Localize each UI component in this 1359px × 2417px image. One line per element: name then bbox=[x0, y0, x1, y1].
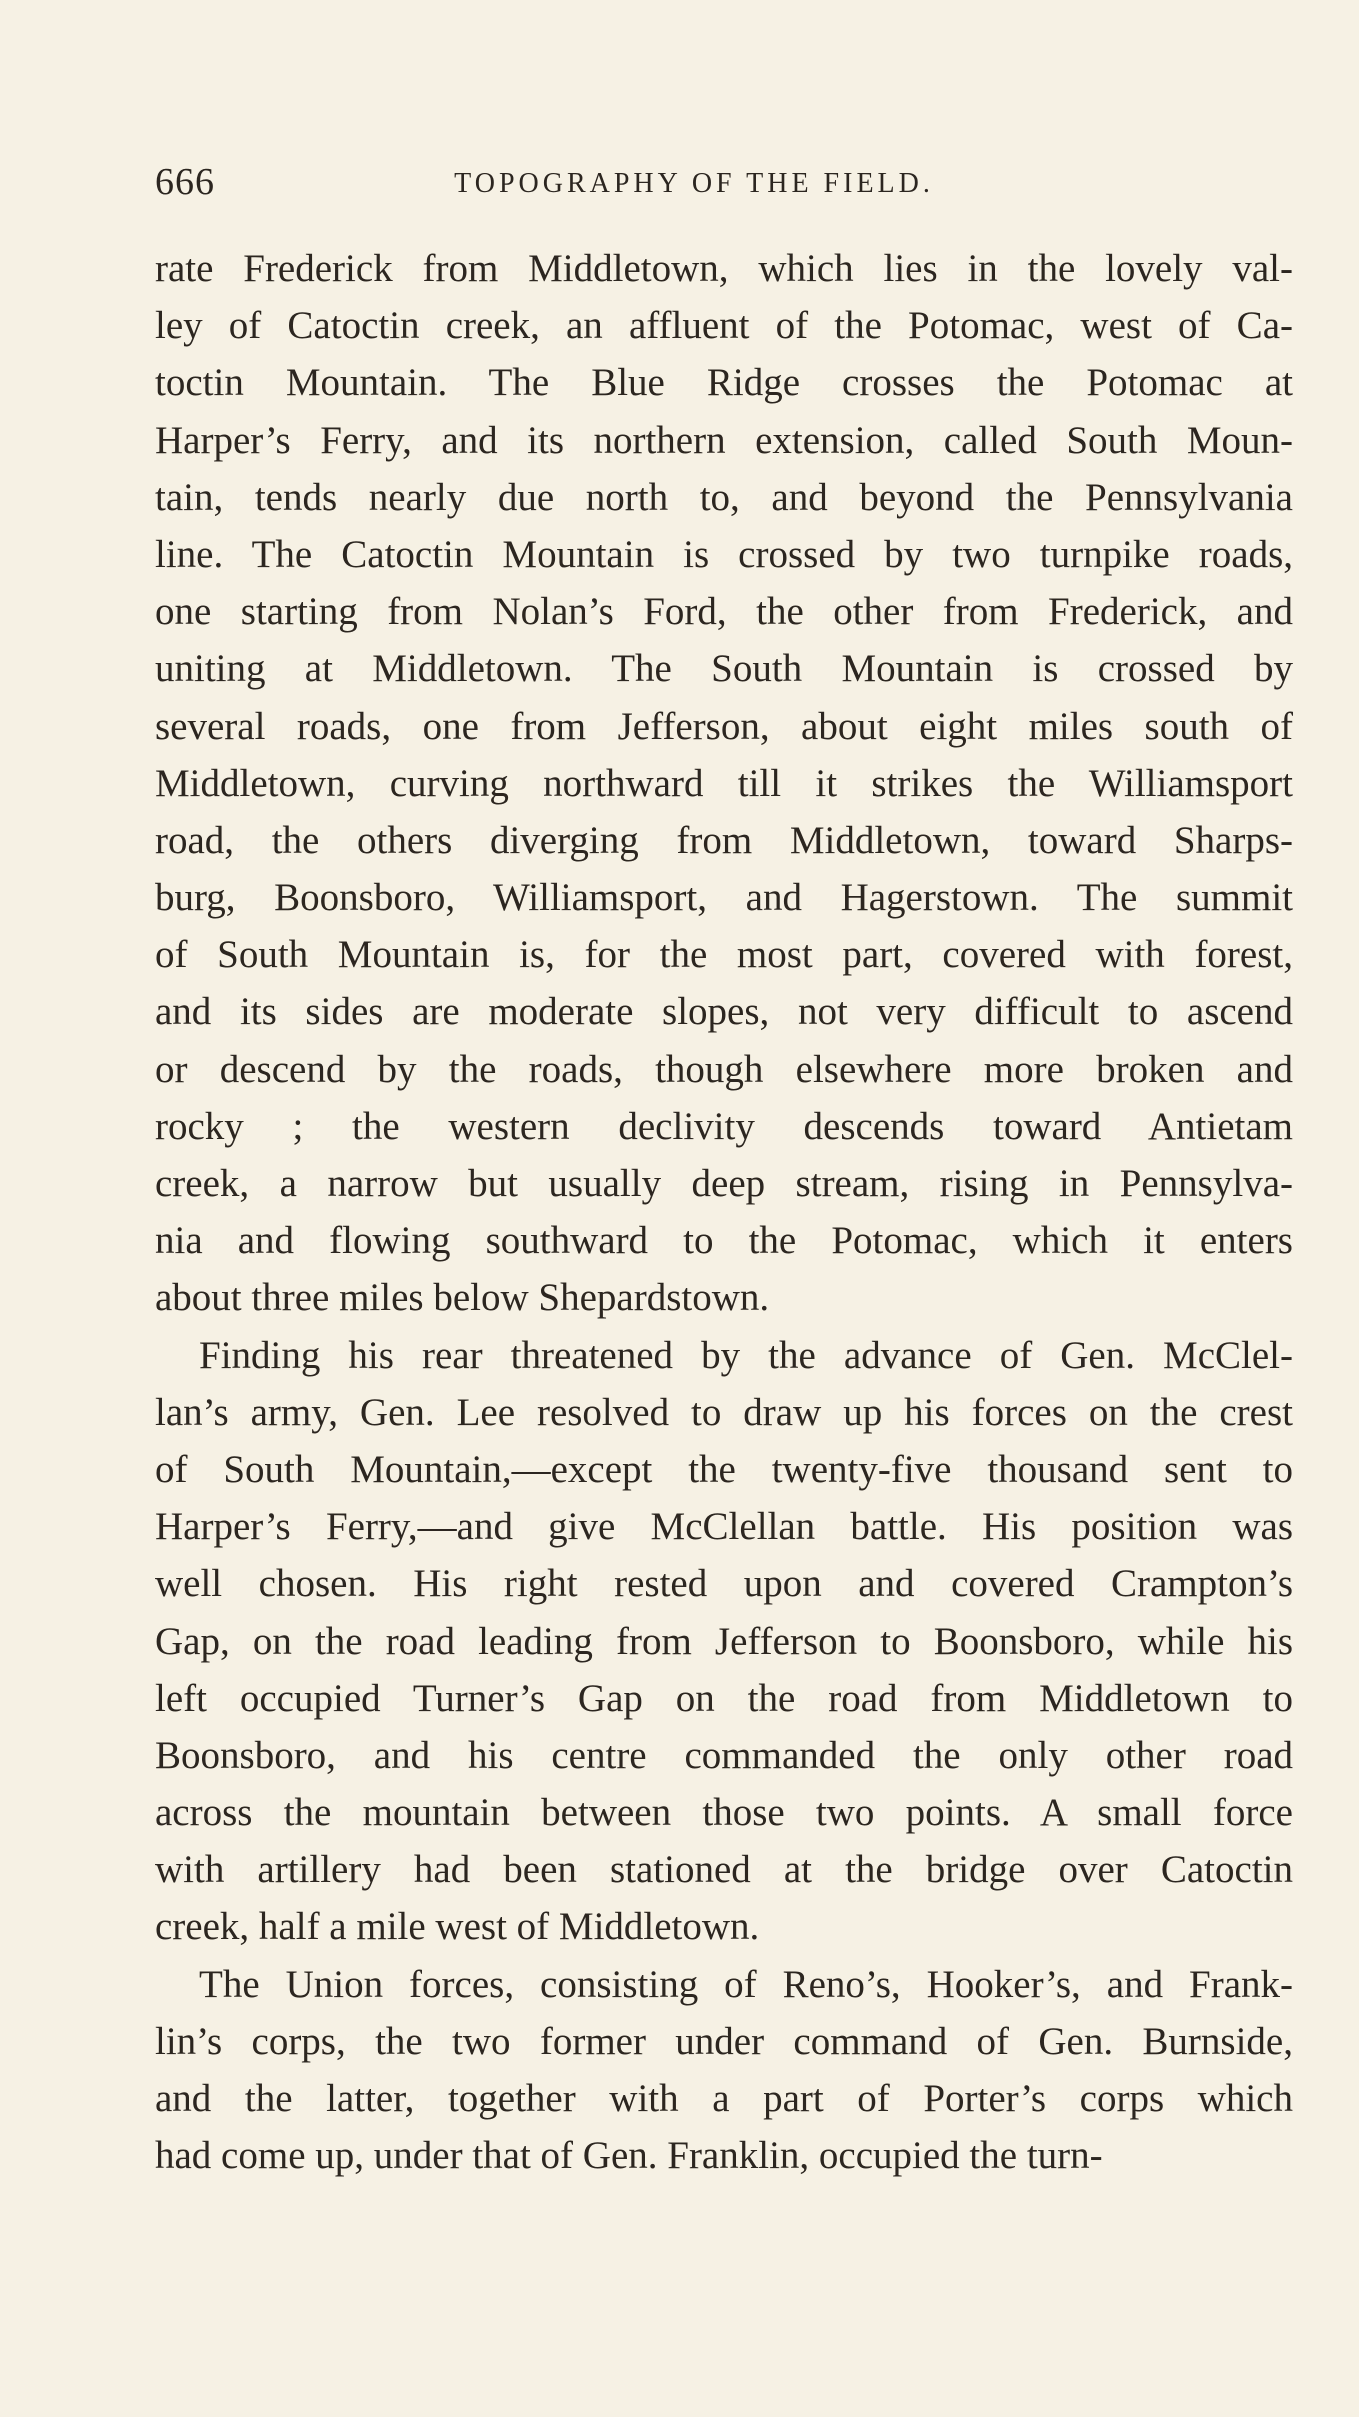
text-line: or descend by the roads, though elsewhere more broken and bbox=[155, 1047, 1293, 1091]
text-line: Finding his rear threatened by the advance of Gen. McClel- bbox=[199, 1333, 1293, 1377]
text-line: of South Mountain is, for the most part, covered with forest, bbox=[155, 933, 1293, 977]
text-line: Gap, on the road leading from Jefferson to Boonsboro, while his bbox=[155, 1619, 1293, 1663]
text-line: nia and flowing southward to the Potomac, which it enters bbox=[155, 1219, 1293, 1263]
text-line: rate Frederick from Middletown, which lies in the lovely val- bbox=[155, 247, 1293, 290]
text-line: burg, Boonsboro, Williamsport, and Hagerstown. The summit bbox=[155, 876, 1293, 920]
text-line: left occupied Turner’s Gap on the road from Middletown to bbox=[155, 1676, 1293, 1720]
body-text bbox=[155, 240, 1293, 2184]
text-line: about three miles below Shepardstown. bbox=[155, 1276, 770, 1320]
text-line: one starting from Nolan’s Ford, the other from Frederick, and bbox=[155, 590, 1293, 634]
page-number: 666 bbox=[155, 161, 215, 203]
text-line: uniting at Middletown. The South Mountain is crossed by bbox=[155, 647, 1293, 691]
text-line: Harper’s Ferry, and its northern extension, called South Moun- bbox=[155, 418, 1293, 462]
text-line: Middletown, curving northward till it strikes the Williamsport bbox=[155, 761, 1293, 805]
text-line: across the mountain between those two points. A small force bbox=[155, 1791, 1293, 1835]
text-line: road, the others diverging from Middletown, toward Sharps- bbox=[155, 818, 1293, 862]
text-line: toctin Mountain. The Blue Ridge crosses the Potomac at bbox=[155, 361, 1293, 405]
text-line: rocky ; the western declivity descends toward Antietam bbox=[155, 1104, 1293, 1148]
text-line: well chosen. His right rested upon and covered Crampton’s bbox=[155, 1562, 1293, 1606]
text-line: ley of Catoctin creek, an affluent of the Potomac, west of Ca- bbox=[155, 304, 1293, 348]
text-line: with artillery had been stationed at the bridge over Catoctin bbox=[155, 1848, 1293, 1892]
text-line: lin’s corps, the two former under command of Gen. Burnside, bbox=[155, 2019, 1293, 2063]
paragraph-2 bbox=[155, 1327, 1293, 1956]
text-line: and its sides are moderate slopes, not very difficult to ascend bbox=[155, 990, 1293, 1034]
text-line: line. The Catoctin Mountain is crossed by two turnpike roads, bbox=[155, 532, 1293, 576]
text-line: of South Mountain,—except the twenty-five thousand sent to bbox=[155, 1447, 1293, 1491]
text-line: and the latter, together with a part of Porter’s corps which bbox=[155, 2077, 1293, 2120]
text-line: lan’s army, Gen. Lee resolved to draw up his forces on the crest bbox=[155, 1390, 1293, 1434]
text-line: creek, half a mile west of Middletown. bbox=[155, 1905, 760, 1949]
page-header bbox=[155, 160, 1293, 210]
text-line: had come up, under that of Gen. Franklin, occupied the turn- bbox=[155, 2134, 1103, 2178]
text-line: The Union forces, consisting of Reno’s, Hooker’s, and Frank- bbox=[199, 1962, 1293, 2006]
running-title: TOPOGRAPHY OF THE FIELD. bbox=[454, 168, 934, 199]
text-line: several roads, one from Jefferson, about eight miles south of bbox=[155, 704, 1293, 748]
paragraph-1 bbox=[155, 240, 1293, 1327]
text-line: Harper’s Ferry,—and give McClellan battle. His position was bbox=[155, 1505, 1293, 1549]
text-line: Boonsboro, and his centre commanded the only other road bbox=[155, 1733, 1293, 1777]
text-line: creek, a narrow but usually deep stream, rising in Pennsylva- bbox=[155, 1162, 1293, 1205]
text-line: tain, tends nearly due north to, and beyond the Pennsylvania bbox=[155, 475, 1293, 519]
paragraph-3 bbox=[155, 1956, 1293, 2185]
